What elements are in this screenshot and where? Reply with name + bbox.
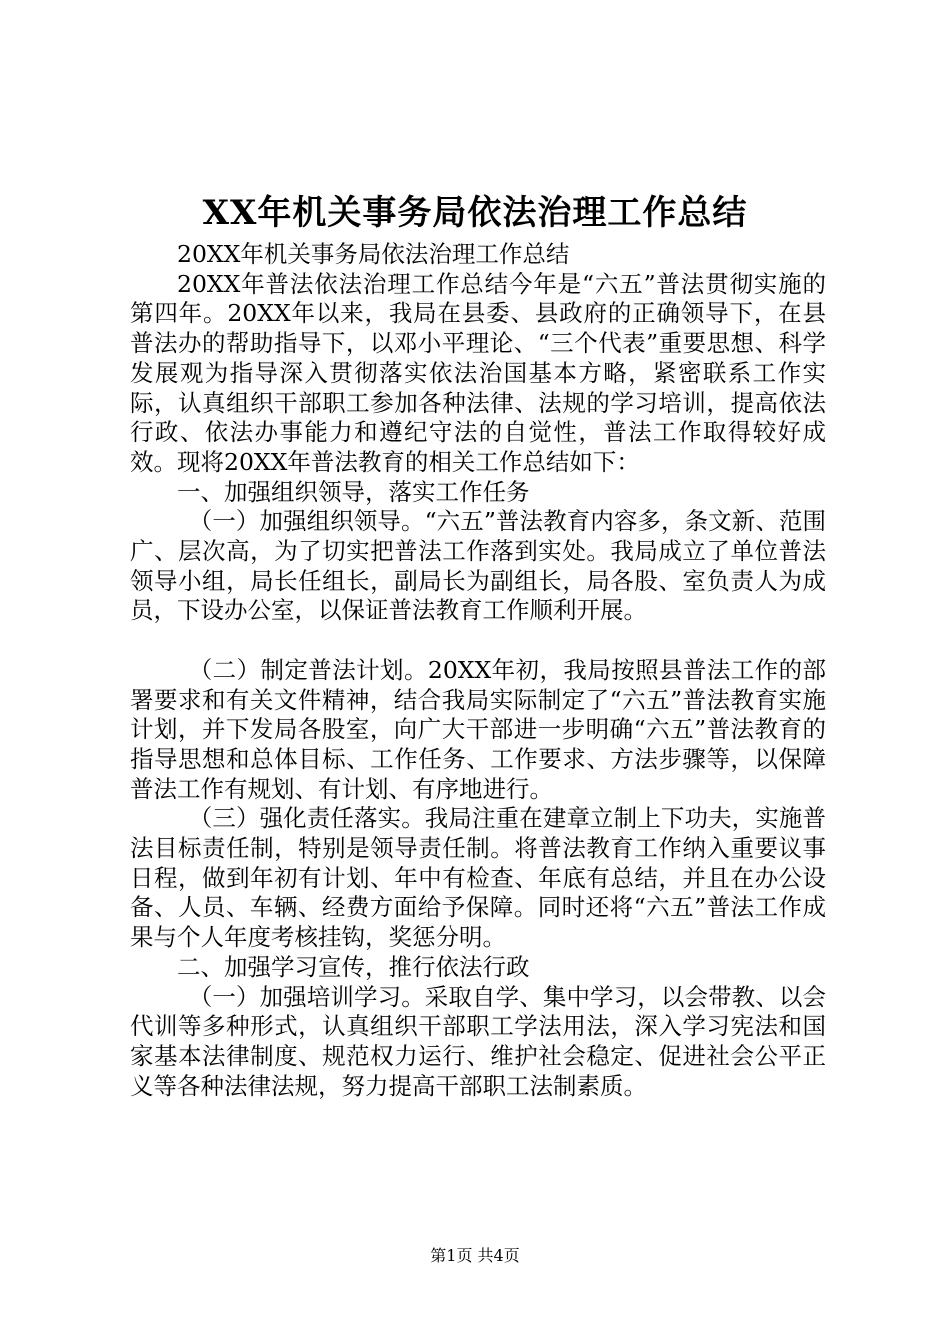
- document-title: XX年机关事务局依法治理工作总结: [202, 193, 748, 233]
- section-1-item-2: （二）制定普法计划。20XX年初，我局按照县普法工作的部署要求和有关文件精神，结合我局实际制定了“六五”普法教育实施计划，并下发局各股室，向广大干部进一步明确“六五”普法教育的指导思想和总体目标、工作任务、工作要求、方法步骤等，以保障普法工作有规划、有计划、有序地进行。: [130, 655, 826, 803]
- section-heading-2: 二、加强学习宣传，推行依法行政: [177, 952, 530, 981]
- paragraph-gap: [130, 626, 826, 656]
- section-2-item-1: （一）加强培训学习。采取自学、集中学习，以会带教、以会代训等多种形式，认真组织干部职工学法用法，深入学习宪法和国家基本法律制度、规范权力运行、维护社会稳定、促进社会公平正义等各种法律法规，努力提高干部职工法制素质。: [130, 982, 826, 1100]
- section-heading-1: 一、加强组织领导，落实工作任务: [177, 477, 530, 506]
- page-footer: 第1页 共4页: [430, 1246, 520, 1265]
- intro-paragraph: 20XX年普法依法治理工作总结今年是“六五”普法贯彻实施的第四年。20XX年以来，我局在县委、县政府的正确领导下，在县普法办的帮助指导下，以邓小平理论、“三个代表”重要思想、科学发展观为指导深入贯彻落实依法治国基本方略，紧密联系工作实际，认真组织干部职工参加各种法律、法规的学习培训，提高依法行政、依法办事能力和遵纪守法的自觉性，普法工作取得较好成效。现将20XX年普法教育的相关工作总结如下：: [130, 269, 826, 476]
- document-body: [130, 240, 826, 1101]
- section-1-item-1: （一）加强组织领导。“六五”普法教育内容多，条文新、范围广、层次高，为了切实把普法工作落到实处。我局成立了单位普法领导小组，局长任组长，副局长为副组长，局各股、室负责人为成员，下设办公室，以保证普法教育工作顺利开展。: [130, 507, 826, 625]
- subtitle-paragraph: 20XX年机关事务局依法治理工作总结: [177, 240, 570, 268]
- section-1-item-3: （三）强化责任落实。我局注重在建章立制上下功夫，实施普法目标责任制，特别是领导责任制。将普法教育工作纳入重要议事日程，做到年初有计划、年中有检查、年底有总结，并且在办公设备、人员、车辆、经费方面给予保障。同时还将“六五”普法工作成果与个人年度考核挂钩，奖惩分明。: [130, 804, 826, 952]
